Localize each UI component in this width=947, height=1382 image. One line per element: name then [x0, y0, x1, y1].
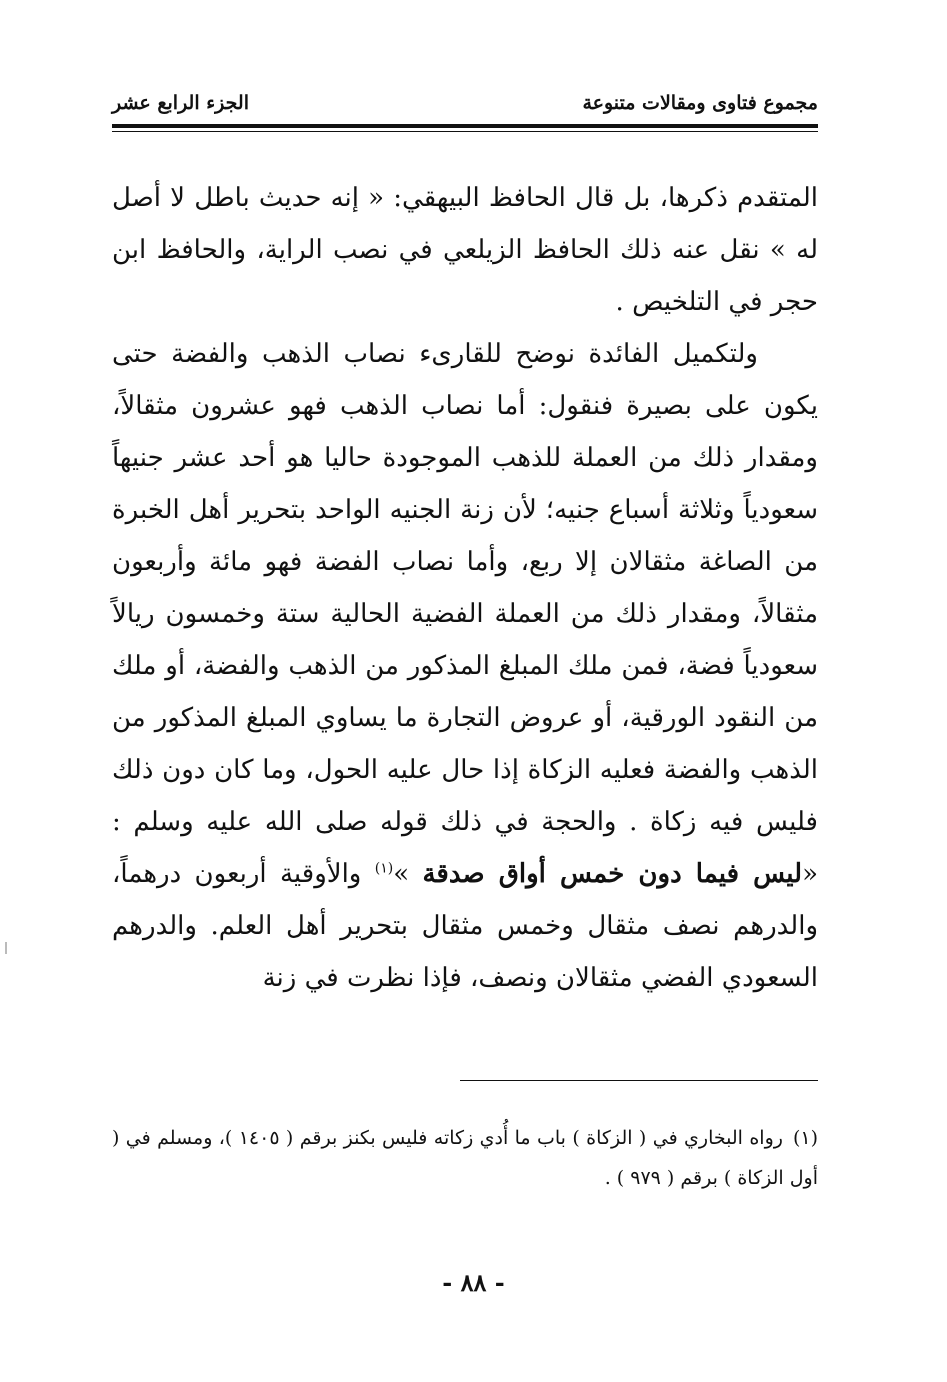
paragraph-2-start: ولتكميل الفائدة نوضح للقارىء نصاب الذهب والفضة حتى يكون على بصيرة فنقول: أما نصاب الذهب فهو عشرون مثقالاً، ومقدار ذلك من العملة للذهب الموجودة حاليا هو أحد عشر جنيهاً سعودياً وثلاثة أسباع جنيه؛ لأن زنة الجنيه الواحد بتحرير أهل الخبرة من الصاغة مثقالان إلا ربع، وأما نصاب الفضة فهو مائة وأربعون مثقالاً، ومقدار ذلك من العملة الفضية الحالية ستة وخمسون ريالاً سعودياً فضة، فمن ملك المبلغ المذكور من الذهب والفضة، أو ملك من النقود الورقية، أو عروض التجارة ما يساوي المبلغ المذكور من الذهب والفضة فعليه الزكاة إذا حال عليه الحول، وما كان دون ذلك فليس فيه زكاة . والحجة في ذلك قوله صلى الله عليه وسلم : «: [112, 339, 818, 889]
margin-mark: [5, 942, 7, 954]
footnote: [112, 1118, 818, 1198]
main-text: [112, 172, 818, 1004]
footnote-separator: [460, 1080, 818, 1081]
header-rule-thin: [112, 131, 818, 132]
quote-close: »: [393, 859, 410, 889]
page-number: - ٨٨ -: [442, 1268, 505, 1297]
header-rule-thick: [112, 124, 818, 128]
running-header: [112, 92, 818, 122]
footnote-reference: (١): [374, 860, 394, 877]
paragraph-2-end: والأوقية أربعون درهماً، والدرهم نصف مثقال وخمس مثقال بتحرير أهل العلم. والدرهم السعودي الفضي مثقالان ونصف، فإذا نظرت في زنة: [112, 859, 818, 993]
paragraph-1: المتقدم ذكرها، بل قال الحافظ البيهقي: « إنه حديث باطل لا أصل له » نقل عنه ذلك الحافظ الزيلعي في نصب الراية، والحافظ ابن حجر في التلخيص .: [112, 183, 818, 317]
hadith-quote: ليس فيما دون خمس أواق صدقة: [422, 859, 803, 889]
footnote-marker: (١): [792, 1127, 818, 1149]
footnote-text: رواه البخاري في ( الزكاة ) باب ما أُدي زكاته فليس بكنز برقم ( ١٤٠٥ )، ومسلم في ( أول الزكاة ) برقم ( ٩٧٩ ) .: [112, 1127, 818, 1189]
book-title: مجموع فتاوى ومقالات متنوعة: [582, 92, 818, 114]
part-title: الجزء الرابع عشر: [112, 92, 249, 114]
paragraph-2: [112, 328, 818, 1004]
